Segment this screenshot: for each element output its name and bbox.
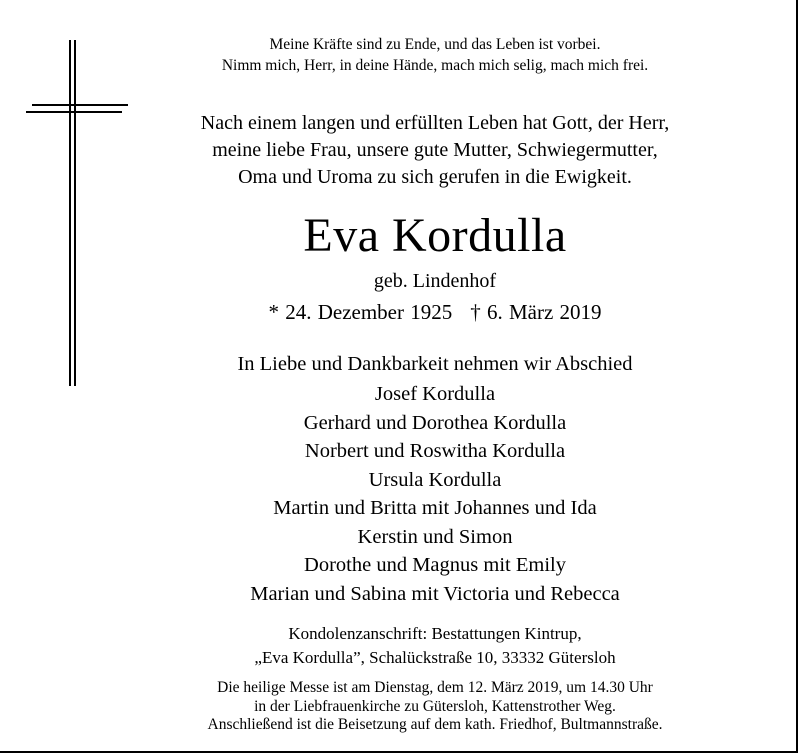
death-date: † 6. März 2019 — [470, 300, 602, 324]
mourner-entry: Ursula Kordulla — [368, 468, 502, 491]
service-line: Anschließend ist die Beisetzung auf dem kath. Friedhof, Bultmannstraße. — [207, 716, 663, 734]
motto-verse — [140, 34, 730, 76]
mourners-list — [140, 380, 730, 608]
birth-date: * 24. Dezember 1925 — [268, 300, 453, 324]
service-line: in der Liebfrauenkirche zu Gütersloh, Kattenstrother Weg. — [254, 697, 616, 715]
condolence-line: „Eva Kordulla”, Schalückstraße 10, 33332 Gütersloh — [254, 648, 616, 667]
mourner-entry: Kerstin und Simon — [357, 525, 513, 548]
intro-line: meine liebe Frau, unsere gute Mutter, Schwiegermutter, — [212, 139, 658, 161]
mourner-entry: Norbert und Roswitha Kordulla — [304, 440, 566, 462]
life-dates — [140, 298, 730, 326]
deceased-name: Eva Kordulla — [303, 209, 567, 262]
motto-line: Nimm mich, Herr, in deine Hände, mach mich selig, mach mich frei. — [221, 57, 649, 74]
service-line: Die heilige Messe ist am Dienstag, dem 12. März 2019, um 14.30 Uhr — [217, 679, 653, 696]
mourner-entry: Dorothe und Magnus mit Emily — [304, 554, 566, 576]
mourner-entry: Josef Kordulla — [374, 383, 496, 405]
condolence-line: Kondolenzanschrift: Bestattungen Kintrup, — [288, 624, 582, 643]
cross-icon — [26, 40, 130, 388]
mourner-entry: Martin und Britta mit Johannes und Ida — [273, 497, 597, 519]
birth-name: geb. Lindenhof — [373, 270, 497, 292]
mourner-entry: Marian und Sabina mit Victoria und Rebecca — [250, 582, 620, 605]
service-details — [140, 679, 730, 735]
motto-line: Meine Kräfte sind zu Ende, und das Leben ist vorbei. — [269, 36, 601, 53]
mourner-entry: Gerhard und Dorothea Kordulla — [303, 411, 567, 434]
condolence-address — [140, 622, 730, 670]
farewell-line: In Liebe und Dankbarkeit nehmen wir Abschied — [237, 353, 633, 375]
intro-line: Oma und Uroma zu sich gerufen in die Ewigkeit. — [238, 166, 632, 188]
intro-text — [140, 110, 730, 191]
intro-line: Nach einem langen und erfüllten Leben hat Gott, der Herr, — [200, 112, 670, 134]
